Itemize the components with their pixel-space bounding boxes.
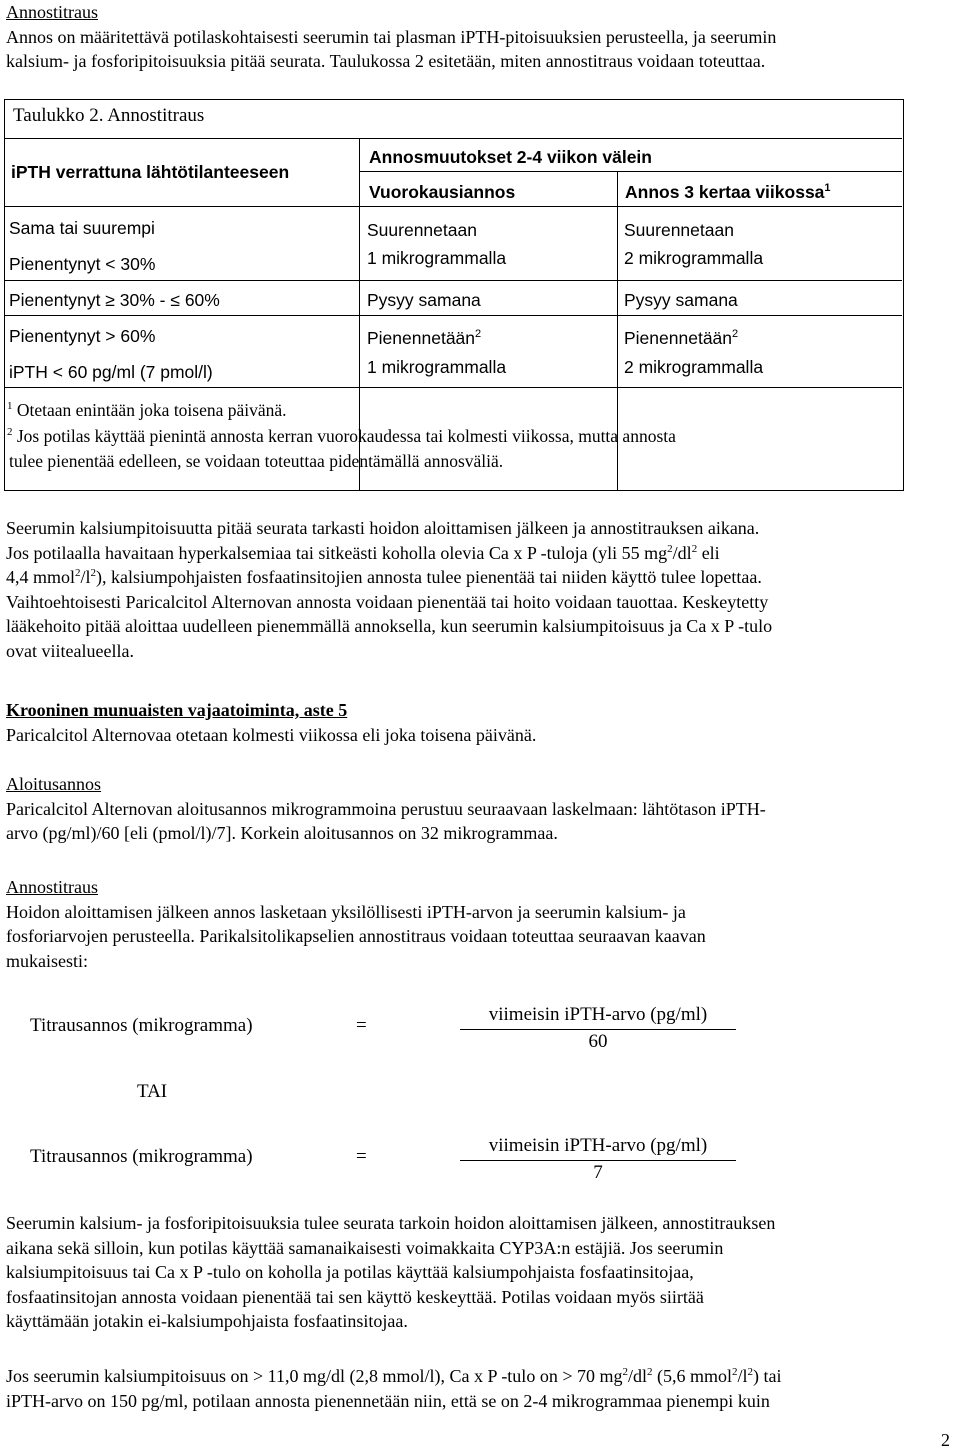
dose-titration-table <box>4 99 904 491</box>
col-header-daily-dose: Vuorokausiannos <box>369 182 516 202</box>
formula2-fraction <box>460 1134 736 1185</box>
para3-line: iPTH-arvo on 150 pg/ml, potilaan annosta pienennetään niin, että se on 2-4 mikrogrammaa pienempi kuin <box>6 1390 770 1411</box>
row2-condition: Pienentynyt ≥ 30% - ≤ 60% <box>9 290 220 310</box>
section-heading: Krooninen munuaisten vajaatoiminta, aste 5 <box>6 700 348 720</box>
phosphate-binder-paragraph <box>6 1211 954 1334</box>
table-rule <box>5 315 902 316</box>
footnote-2-line-1: $^2$ Jos potilas käyttää pienintä annosta kerran vuorokaudessa tai kolmesti viikossa, mutta annosta <box>7 426 676 446</box>
formula2-numerator: viimeisin iPTH-arvo (pg/ml) <box>460 1134 736 1161</box>
para2-line: Seerumin kalsium- ja fosforipitoisuuksia tulee seurata tarkoin hoidon aloittamisen jälkeen, annostitrauksen <box>6 1213 776 1233</box>
section-text: Paricalcitol Alternovaa otetaan kolmesti viikossa eli joka toisena päivänä. <box>6 724 537 745</box>
para1-line: Seerumin kalsiumpitoisuutta pitää seurata tarkasti hoidon aloittamisen jälkeen ja annostitrauksen aikana. <box>6 518 760 538</box>
para2-line: aikana sekä silloin, kun potilas käyttää samanaikaisesti voimakkaita CYP3A:n estäjiä. Jos seerumin <box>6 1237 724 1258</box>
row1-daily-amount: 1 mikrogrammalla <box>367 248 507 268</box>
para1-line: ovat viitealueella. <box>6 640 134 661</box>
para1-line: lääkehoito pitää aloittaa uudelleen pienemmällä annoksella, kun seerumin kalsiumpitoisuus ja Ca x P -tulo <box>6 616 773 636</box>
para2-line: kalsiumpitoisuus tai Ca x P -tulo on koholla ja potilas käyttää kalsiumpohjaista fosfaatinsitojaa, <box>6 1262 694 1282</box>
row3-weekly-amount: 2 mikrogrammalla <box>624 357 764 377</box>
titration-section <box>6 875 954 973</box>
row1-weekly-amount: 2 mikrogrammalla <box>624 248 764 268</box>
formula1-denominator: 60 <box>588 1030 608 1052</box>
formula2-equals: = <box>356 1146 367 1167</box>
table-rule <box>359 171 902 172</box>
or-label: TAI <box>137 1081 168 1102</box>
formula1-equals: = <box>356 1015 367 1036</box>
calcium-monitoring-paragraph <box>6 516 954 663</box>
start-dose-line: arvo (pg/ml)/60 [eli (pmol/l)/7]. Korkein aloitusannos on 32 mikrogrammaa. <box>6 823 558 843</box>
start-dose-heading: Aloitusannos <box>6 774 102 794</box>
para1-line: 4,4 $mmol^2/l^2$), kalsiumpohjaisten fosfaatinsitojien annosta tulee pienentää tai niiden käyttö tulee lopettaa. <box>6 567 762 587</box>
formula2-denominator: 7 <box>593 1161 603 1183</box>
row1-daily-action: Suurennetaan <box>367 220 477 240</box>
table-caption: Taulukko 2. Annostitraus <box>13 105 205 126</box>
row3-daily-amount: 1 mikrogrammalla <box>367 357 507 377</box>
para3-line: Jos seerumin kalsiumpitoisuus on > 11,0 mg/dl (2,8 mmol/l), Ca x P -tulo on > 70 $mg^2/dl^2$ (5,6 $mmol^2/l^2$) tai <box>6 1366 782 1386</box>
group-header-dose-changes: Annosmuutokset 2-4 viikon välein <box>369 147 652 167</box>
para2-line: käyttämään jotakin ei-kalsiumpohjaista fosfaatinsitojaa. <box>6 1311 408 1331</box>
row2-daily-action: Pysyy samana <box>367 290 481 310</box>
titration-line: mukaisesti: <box>6 950 88 971</box>
row3-daily-action: Pienennetään$^2$ <box>367 328 482 348</box>
intro-heading: Annostitraus <box>6 2 98 22</box>
row3-condition-a: Pienentynyt > 60% <box>9 326 156 346</box>
formula1-lhs: Titrausannos (mikrogramma) <box>30 1015 253 1036</box>
para2-line: fosfaatinsitojan annosta voidaan pienentää tai sen käyttö keskeyttää. Potilas voidaan myös siirtää <box>6 1286 704 1307</box>
col-header-ipth: iPTH verrattuna lähtötilanteeseen <box>11 162 290 182</box>
table-rule <box>5 387 902 388</box>
formula2-lhs: Titrausannos (mikrogramma) <box>30 1146 253 1167</box>
para1-line: Jos potilaalla havaitaan hyperkalsemiaa tai sitkeästi koholla olevia Ca x P -tuloja (yli 55 $mg^2/dl^2$ eli <box>6 542 720 563</box>
row2-weekly-action: Pysyy samana <box>624 290 738 310</box>
table-rule <box>5 206 902 207</box>
intro-section <box>6 0 954 74</box>
titration-line: fosforiarvojen perusteella. Parikalsitolikapselien annostitraus voidaan toteuttaa seuraavan kaavan <box>6 926 706 946</box>
row1-condition-b: Pienentynyt < 30% <box>9 254 156 274</box>
start-dose-line: Paricalcitol Alternovan aloitusannos mikrogrammoina perustuu seuraavaan laskelmaan: lähtötason iPTH- <box>6 798 766 819</box>
table-rule <box>5 138 902 139</box>
table-rule <box>5 280 902 281</box>
row3-weekly-action: Pienennetään$^2$ <box>624 328 739 348</box>
row1-condition-a: Sama tai suurempi <box>9 218 155 238</box>
row3-condition-b: iPTH < 60 pg/ml (7 pmol/l) <box>9 362 213 382</box>
titration-line: Hoidon aloittamisen jälkeen annos lasketaan yksilöllisesti iPTH-arvon ja seerumin kalsium- ja <box>6 901 686 922</box>
footnote-1: $^1$ Otetaan enintään joka toisena päivänä. <box>7 400 287 420</box>
formula1-fraction <box>460 1003 736 1054</box>
dose-reduction-paragraph <box>6 1364 954 1413</box>
start-dose-section <box>6 772 954 846</box>
page-number: 2 <box>941 1430 950 1450</box>
intro-line-2: kalsium- ja fosforipitoisuuksia pitää seurata. Taulukossa 2 esitetään, miten annostitraus voidaan toteuttaa. <box>6 51 766 71</box>
formula1-numerator: viimeisin iPTH-arvo (pg/ml) <box>460 1003 736 1030</box>
titration-heading: Annostitraus <box>6 877 98 897</box>
row1-weekly-action: Suurennetaan <box>624 220 734 240</box>
intro-line-1: Annos on määritettävä potilaskohtaisesti seerumin tai plasman iPTH-pitoisuuksien perusteella, ja seerumin <box>6 26 777 47</box>
para1-line: Vaihtoehtoisesti Paricalcitol Alternovan annosta voidaan pienentää tai hoito voidaan tauottaa. Keskeytetty <box>6 591 769 612</box>
footnote-2-line-2: tulee pienentää edelleen, se voidaan toteuttaa pidentämällä annosväliä. <box>9 451 504 471</box>
col-header-three-times-weekly: Annos 3 kertaa viikossa$^1$ <box>625 182 831 202</box>
ckd-stage5-section <box>6 698 954 747</box>
